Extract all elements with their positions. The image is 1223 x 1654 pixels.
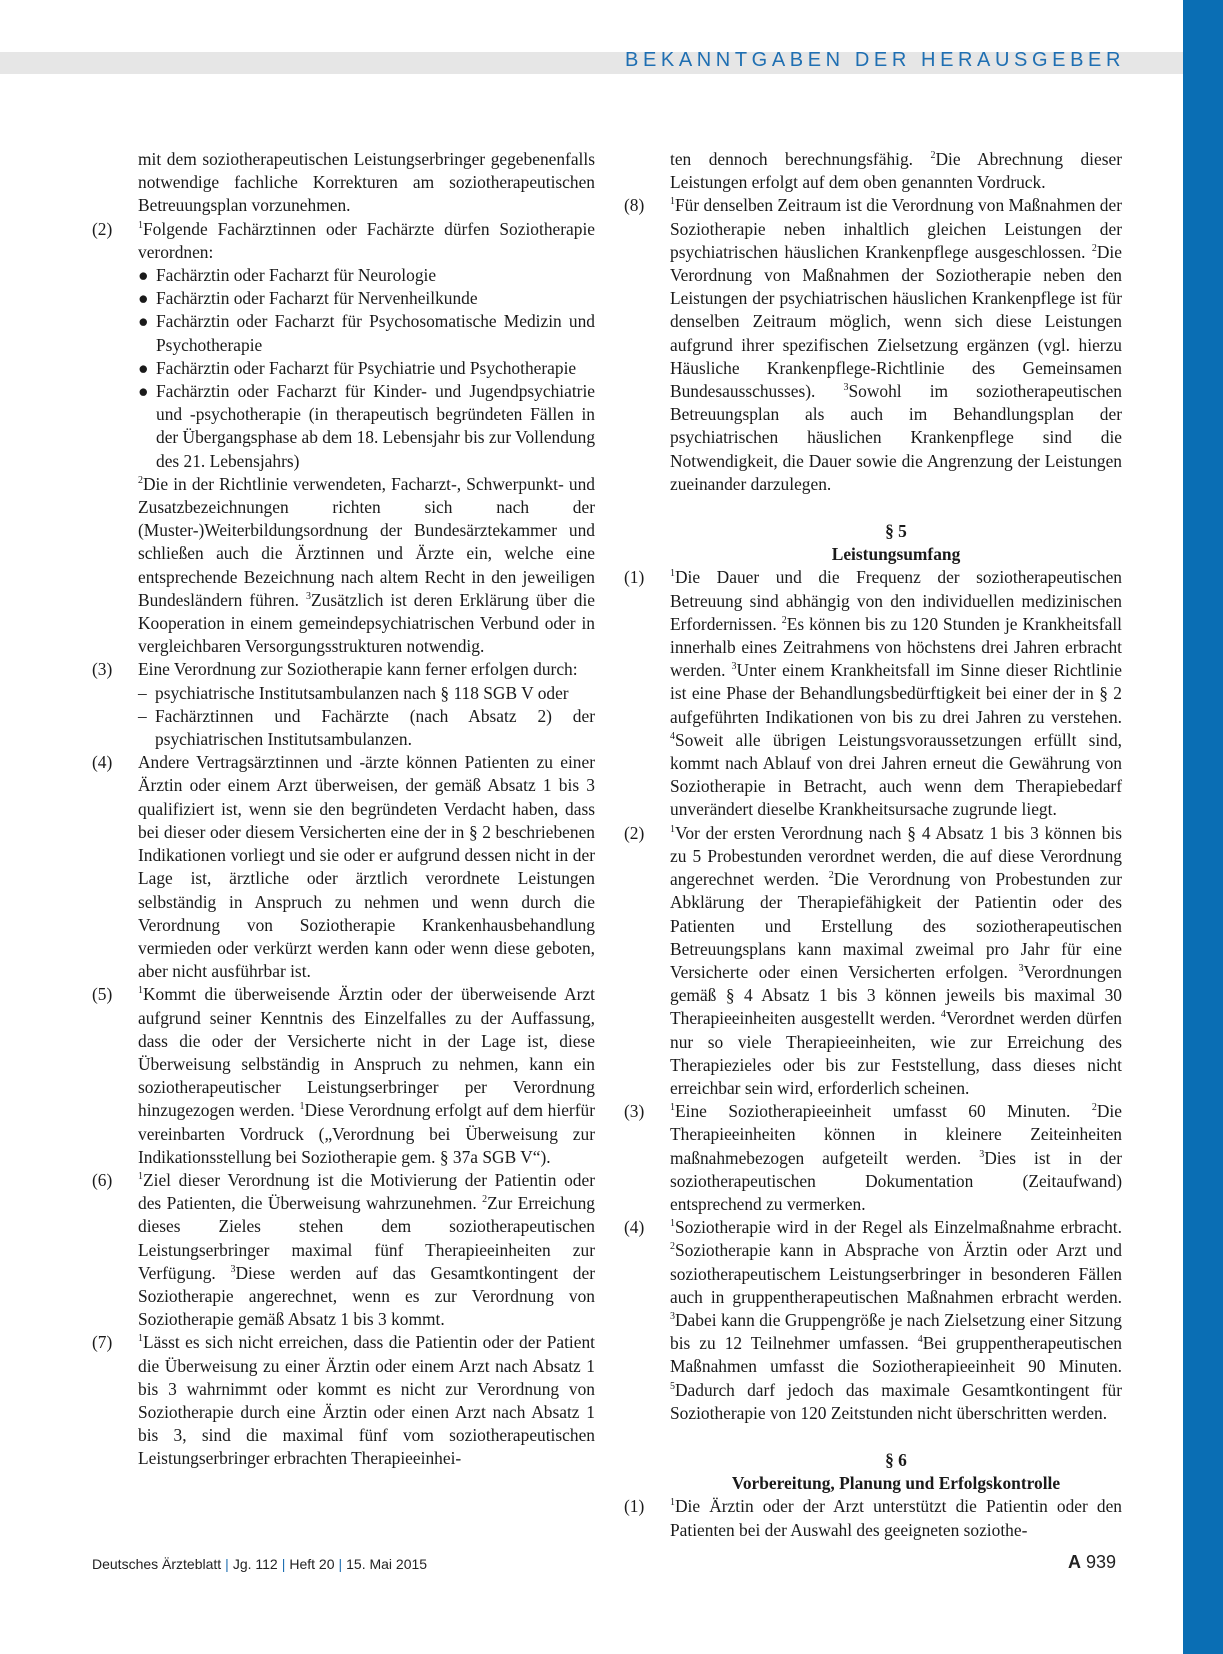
sentence: Die Verordnung von Maßnahmen der Soziotherapie neben den Leistungen der psychiatrischen häuslichen Krankenpflege ist für denselben Zeitraum möglich, wenn sich diese Leistungen aufgrund ihrer spezifischen Zielsetzung ergänzen (vgl. hierzu Häusliche Krankenpflege-Richtlinie des Gemeinsamen Bundesausschusses). bbox=[670, 241, 1122, 402]
journal-volume: Jg. 112 bbox=[232, 1556, 278, 1572]
sentence-number: 1 bbox=[670, 1218, 675, 1230]
sentence: Die Ärztin oder der Arzt unterstützt die Patientin oder den Patienten bei der Auswahl des geeigneten soziothe- bbox=[670, 1496, 1122, 1540]
bullet-marker: ● bbox=[138, 311, 149, 332]
paragraph-text bbox=[138, 1169, 595, 1331]
list-item bbox=[138, 264, 595, 287]
sentence: Bei gruppentherapeutischen Maßnahmen umfasst die Soziotherapieeinheit 90 Minuten. bbox=[670, 1333, 1122, 1377]
dash-marker: – bbox=[138, 705, 147, 726]
sentence: Diese Verordnung erfolgt auf dem hierfür vereinbarten Vordruck („Verordnung bei Überweisung zur Indikationsstellung bei Soziotherapie gem. § 37a SGB V“). bbox=[138, 1100, 595, 1167]
section-spacer bbox=[624, 1425, 1122, 1449]
list-item-text: Fachärztinnen und Fachärzte (nach Absatz 2) der psychiatrischen Institutsambulanzen. bbox=[155, 705, 595, 750]
footer-separator: | bbox=[225, 1556, 229, 1572]
sentence: Die Therapieeinheiten können in kleinere Zeiteinheiten maßnahmebezogen aufgeteilt werden. bbox=[670, 1101, 1122, 1168]
sentence-number: 1 bbox=[138, 985, 143, 997]
list-item bbox=[138, 357, 595, 380]
paragraph-text bbox=[670, 566, 1122, 821]
continued-paragraph: mit dem soziotherapeutischen Leistungserbringer gegebenenfalls notwendige fachliche Korrekturen am soziotherapeutischen Betreuungsplan vorzunehmen. bbox=[138, 149, 595, 216]
sentence: Diese werden auf das Gesamtkontingent der Soziotherapie angerechnet, wenn es zur Verordnung von Soziotherapie gemäß Absatz 1 bis 3 kommt. bbox=[138, 1262, 595, 1330]
paragraph-number: (2) bbox=[92, 218, 113, 239]
sentence: Ziel dieser Verordnung ist die Motivierung der Patientin oder des Patienten, die Überweisung wahrzunehmen. bbox=[138, 1169, 595, 1214]
dash-marker: – bbox=[138, 682, 147, 703]
paragraph-3 bbox=[92, 658, 595, 751]
sentence: Die Abrechnung dieser Leistungen erfolgt auf dem oben genannten Vordruck. bbox=[670, 149, 1123, 193]
sentence: Soweit alle übrigen Leistungsvoraussetzungen erfüllt sind, kommt nach Ablauf von drei Jahren erneut die Gewährung von Soziotherapie in Betracht, auch wenn dem Therapiebedarf unverändert dieselbe Krankheitsursache zugrunde liegt. bbox=[670, 729, 1122, 820]
paragraph-number: (8) bbox=[624, 195, 645, 216]
sentence-number: 2 bbox=[930, 150, 936, 161]
bullet-marker: ● bbox=[138, 357, 149, 378]
page-prefix: A bbox=[1067, 1552, 1081, 1572]
sentence: Dies ist in der soziotherapeutischen Dokumentation (Zeitaufwand) entsprechend zu vermerken. bbox=[670, 1147, 1122, 1214]
sentence: Kommt die überweisende Ärztin oder der überweisende Arzt aufgrund seiner Kenntnis des Einzelfalles zu der Auffassung, dass die oder der Versicherte nicht in der Lage ist, diese Überweisung selbständig in Anspruch zu nehmen, kann ein soziotherapeutischer Leistungserbringer per Verordnung hinzugezogen werden. bbox=[138, 984, 595, 1121]
paragraph-number: (1) bbox=[624, 567, 645, 588]
sentence: Dabei kann die Gruppengröße je nach Zielsetzung einer Sitzung bis zu 12 Teilnehmer umfassen. bbox=[670, 1309, 1122, 1354]
sentence-number: 1 bbox=[670, 1102, 675, 1114]
list-item-text: Fachärztin oder Facharzt für Nervenheilkunde bbox=[156, 288, 478, 309]
bullet-marker: ● bbox=[138, 381, 149, 402]
paragraph-number: (2) bbox=[624, 822, 645, 843]
sentence: Für denselben Zeitraum ist die Verordnung von Maßnahmen der Soziotherapie neben inhaltlich gleichen Leistungen der psychiatrischen häuslichen Krankenpflege ausgeschlossen. bbox=[670, 195, 1122, 262]
sentence: Lässt es sich nicht erreichen, dass die Patientin oder der Patient die Überweisung zu einer Ärztin oder einem Arzt nach Absatz 1 bis 3 wahrnimmt oder kommt es nicht zur Verordnung von Soziotherapie durch eine Ärztin oder einen Arzt nach Absatz 1 bis 3, sind die maximal fünf vom soziotherapeutischen Leistungserbringer erbrachten Therapieeinhei- bbox=[138, 1332, 595, 1469]
sentence-number: 3 bbox=[306, 590, 311, 602]
paragraph-number: (6) bbox=[92, 1169, 113, 1190]
sentence: Zur Erreichung dieses Zieles stehen dem soziotherapeutischen Leistungserbringer maximal fünf Therapieeinheiten zur Verfügung. bbox=[138, 1193, 596, 1283]
sentence-number: 4 bbox=[917, 1334, 923, 1346]
paragraph-number: (4) bbox=[92, 752, 113, 773]
list-item bbox=[138, 310, 595, 356]
right-column bbox=[624, 148, 1122, 1542]
section-title: Leistungsumfang bbox=[831, 544, 961, 565]
sentence-number: 3 bbox=[230, 1263, 236, 1275]
sentence-number: 1 bbox=[670, 196, 675, 208]
paragraph-number: (3) bbox=[92, 659, 113, 680]
sentence: Vor der ersten Verordnung nach § 4 Absatz 1 bis 3 können bis zu 5 Probestunden verordnet werden, die auf diese Verordnung angerechnet werden. bbox=[670, 822, 1122, 890]
side-color-band bbox=[1183, 0, 1223, 1654]
paragraph-4 bbox=[92, 751, 595, 983]
paragraph-text bbox=[138, 473, 595, 659]
sentence-number: 3 bbox=[1018, 962, 1024, 974]
section6-paragraph-1 bbox=[624, 1495, 1122, 1541]
footer-separator: | bbox=[338, 1556, 343, 1572]
sentence-number: 3 bbox=[843, 382, 849, 394]
section5-paragraph-2 bbox=[624, 822, 1122, 1100]
paragraph-text: Andere Vertragsärztinnen und -ärzte können Patienten zu einer Ärztin oder einem Arzt überweisen, der gemäß Absatz 1 bis 3 qualifiziert ist, wenn sie den begründeten Verdacht haben, dass bei dieser oder diesem Versicherten eine der in § 2 beschriebenen Indikationen vorliegt und sie oder er aufgrund dessen nicht in der Lage ist, ärztliche oder ärztlich verordnete Leistungen selbständig in Anspruch zu nehmen und wenn durch die Verordnung von Soziotherapie Krankenhausbehandlung vermieden oder verkürzt werden kann oder wenn diese geboten, aber nicht ausführbar ist. bbox=[138, 752, 595, 982]
sentence-number: 1 bbox=[138, 1170, 143, 1182]
list-item-text: Fachärztin oder Facharzt für Neurologie bbox=[156, 265, 437, 286]
sentence-number: 1 bbox=[138, 1333, 143, 1345]
paragraph-intro: Eine Verordnung zur Soziotherapie kann ferner erfolgen durch: bbox=[138, 659, 578, 680]
sentence-number: 1 bbox=[299, 1101, 305, 1113]
sentence-number: 2 bbox=[828, 870, 834, 882]
paragraph-text bbox=[670, 1495, 1122, 1541]
bullet-marker: ● bbox=[138, 265, 149, 286]
list-item bbox=[138, 682, 595, 705]
sentence: ten dennoch berechnungsfähig. bbox=[670, 149, 914, 169]
continued-paragraph bbox=[670, 148, 1122, 194]
sentence: Verordnet werden dürfen nur so viele Therapieeinheiten, wie zur Erreichung des Therapiezieles oder bis zur Feststellung, dass dieses nicht erreichbar sein wird, erforderlich scheinen. bbox=[670, 1008, 1122, 1098]
page-number-value: 939 bbox=[1085, 1552, 1116, 1572]
list-item bbox=[138, 287, 595, 310]
sentence-number: 2 bbox=[670, 1241, 675, 1253]
sentence: Soziotherapie kann in Absprache von Ärztin oder Arzt und soziotherapeutischem Leistungserbringer in besonderen Fällen auch in gruppentherapeutischen Maßnahmen erbracht werden. bbox=[670, 1240, 1122, 1307]
paragraph-text bbox=[670, 822, 1122, 1100]
paragraph-text bbox=[670, 1100, 1122, 1216]
list-item-text: Fachärztin oder Facharzt für Psychiatrie und Psychotherapie bbox=[156, 357, 577, 378]
sentence: Eine Soziotherapieeinheit umfasst 60 Minuten. bbox=[675, 1101, 1071, 1122]
footer-separator: | bbox=[281, 1556, 286, 1572]
sentence: Sowohl im soziotherapeutischen Betreuungsplan als auch im Behandlungsplan der psychiatrischen häuslichen Krankenpflege sind die Notwendigkeit, die Dauer sowie die Angrenzung der Leistungen zueinander darzulegen. bbox=[670, 381, 1122, 494]
list-item-text: Fachärztin oder Facharzt für Psychosomatische Medizin und Psychotherapie bbox=[156, 311, 595, 355]
left-column bbox=[92, 148, 595, 1471]
sentence: Zusätzlich ist deren Erklärung über die Kooperation in einem gemeindepsychiatrischen Verbund oder in vergleichbaren Versorgungsstrukturen notwendig. bbox=[138, 589, 595, 657]
paragraph-2 bbox=[92, 218, 595, 659]
paragraph-text bbox=[138, 983, 595, 1169]
section-title: Vorbereitung, Planung und Erfolgskontrolle bbox=[731, 1473, 1061, 1494]
journal-name: Deutsches Ärzteblatt bbox=[92, 1556, 222, 1572]
section-spacer bbox=[624, 496, 1122, 520]
paragraph-number: (7) bbox=[92, 1332, 113, 1353]
sentence-number: 1 bbox=[670, 1497, 675, 1509]
sentence-number: 1 bbox=[670, 823, 675, 835]
paragraph-text bbox=[670, 194, 1122, 496]
bullet-marker: ● bbox=[138, 288, 149, 309]
sentence-number: 4 bbox=[670, 730, 675, 742]
sentence: Die Dauer und die Frequenz der soziotherapeutischen Betreuung sind abhängig von den individuellen medizinischen Erfordernissen. bbox=[670, 567, 1122, 634]
sentence-number: 1 bbox=[138, 219, 143, 231]
sentence-number: 3 bbox=[979, 1148, 985, 1160]
paragraph-number: (4) bbox=[624, 1217, 645, 1238]
paragraph-number: (3) bbox=[624, 1101, 645, 1122]
sentence-number: 2 bbox=[482, 1194, 488, 1206]
paragraph-text bbox=[138, 1331, 595, 1470]
section-number: § 6 bbox=[885, 1449, 907, 1470]
journal-issue: Heft 20 bbox=[289, 1556, 335, 1572]
list-item bbox=[138, 705, 595, 751]
paragraph-8 bbox=[624, 194, 1122, 496]
paragraph-6 bbox=[92, 1169, 595, 1331]
sentence: Die in der Richtlinie verwendeten, Facharzt-, Schwerpunkt- und Zusatzbezeichnungen richten sich nach der (Muster-)Weiterbildungsordnung der Bundesärztekammer und schließen auch die Ärztinnen und Ärzte ein, welche eine entsprechende Bezeichnung nach altem Recht in den jeweiligen Bundesländern führen. bbox=[138, 473, 595, 610]
sentence: Die Verordnung von Probestunden zur Abklärung der Therapiefähigkeit der Patientin oder des Patienten und Erstellung des soziotherapeutischen Betreuungsplans kann maximal zweimal pro Jahr für eine Versicherte oder einen Versicherten erfolgen. bbox=[670, 869, 1122, 982]
sentence: Es können bis zu 120 Stunden je Krankheitsfall innerhalb eines Zeitrahmens von höchstens drei Jahren erbracht werden. bbox=[670, 613, 1122, 681]
list-item bbox=[138, 380, 595, 473]
sentence-number: 3 bbox=[731, 661, 737, 673]
publication-date: 15. Mai 2015 bbox=[346, 1556, 428, 1572]
section5-paragraph-1 bbox=[624, 566, 1122, 821]
section5-paragraph-4 bbox=[624, 1216, 1122, 1425]
paragraph-text bbox=[670, 1216, 1122, 1425]
paragraph-number: (1) bbox=[624, 1496, 645, 1517]
sentence: Verordnungen gemäß § 4 Absatz 1 bis 3 können jeweils bis maximal 30 Therapieeinheiten ausgestellt werden. bbox=[670, 961, 1122, 1029]
sentence-number: 2 bbox=[1091, 1102, 1097, 1114]
page-number bbox=[1068, 1552, 1116, 1573]
sentence-number: 2 bbox=[138, 474, 143, 486]
list-item-text: Fachärztin oder Facharzt für Kinder- und Jugendpsychiatrie und -psychotherapie (in therapeutisch begründeten Fällen in der Übergangsphase ab dem 18. Lebensjahr bis zur Vollendung des 21. Lebensjahrs) bbox=[156, 381, 596, 471]
sentence-number: 3 bbox=[670, 1310, 675, 1322]
list-item-text: psychiatrische Institutsambulanzen nach § 118 SGB V oder bbox=[155, 682, 569, 703]
paragraph-number: (5) bbox=[92, 984, 113, 1005]
sentence: Dadurch darf jedoch das maximale Gesamtkontingent für Soziotherapie von 120 Zeitstunden nicht überschritten werden. bbox=[670, 1379, 1122, 1423]
sentence-number: 4 bbox=[940, 1009, 946, 1021]
sentence-number: 1 bbox=[670, 568, 675, 580]
section-number: § 5 bbox=[885, 521, 907, 542]
sentence-number: 5 bbox=[670, 1380, 675, 1392]
footer-citation bbox=[92, 1556, 427, 1572]
paragraph-intro: Folgende Fachärztinnen oder Fachärzte dürfen Soziotherapie verordnen: bbox=[138, 218, 595, 262]
section5-paragraph-3 bbox=[624, 1100, 1122, 1216]
sentence-number: 2 bbox=[1091, 242, 1097, 254]
sentence: Soziotherapie wird in der Regel als Einzelmaßnahme erbracht. bbox=[675, 1217, 1122, 1238]
paragraph-7 bbox=[92, 1331, 595, 1470]
sentence-number: 2 bbox=[781, 614, 787, 626]
section-header-title: BEKANNTGABEN DER HERAUSGEBER bbox=[625, 49, 1125, 71]
sentence: Unter einem Krankheitsfall im Sinne dieser Richtlinie ist eine Phase der Behandlungsbedürftigkeit bei einer der in § 2 aufgeführten Indikationen von bis zu drei Jahren zu verstehen. bbox=[670, 660, 1122, 727]
paragraph-5 bbox=[92, 983, 595, 1169]
